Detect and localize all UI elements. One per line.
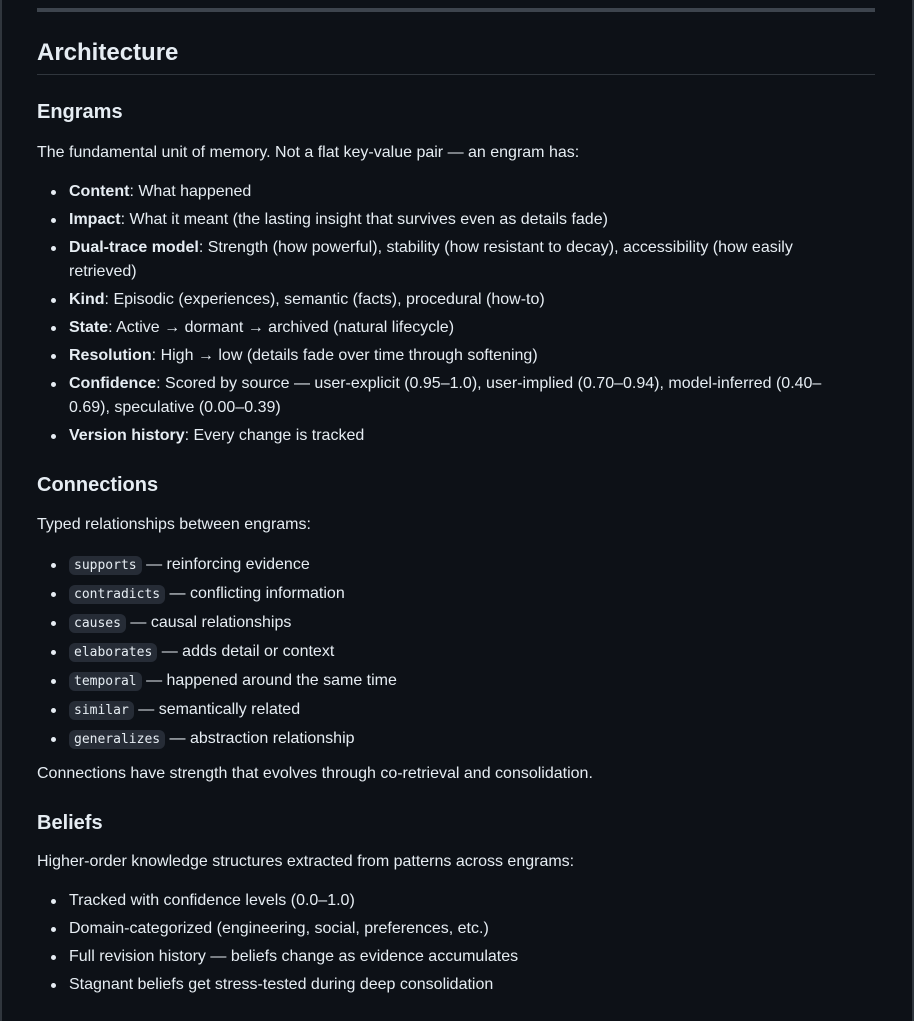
item-term: Impact — [69, 211, 121, 228]
item-desc: : Every change is tracked — [184, 427, 365, 444]
heading-engrams: Engrams — [37, 101, 123, 123]
item-term: Resolution — [69, 347, 152, 364]
list-item: Tracked with confidence levels (0.0–1.0) — [37, 889, 837, 913]
item-desc: — reinforcing evidence — [141, 556, 310, 573]
item-desc: : What happened — [129, 183, 252, 200]
connections-intro: Typed relationships between engrams: — [37, 516, 311, 533]
beliefs-intro: Higher-order knowledge structures extracted from patterns across engrams: — [37, 853, 575, 870]
list-item — [37, 424, 837, 448]
connections-outro: Connections have strength that evolves through co-retrieval and consolidation. — [37, 765, 593, 782]
left-border — [0, 0, 2, 1021]
item-desc: — causal relationships — [125, 614, 292, 631]
item-desc: — semantically related — [133, 701, 301, 718]
beliefs-list — [37, 889, 837, 1001]
list-item — [37, 180, 837, 204]
item-term: Version history — [69, 427, 185, 444]
item-desc: — abstraction relationship — [165, 730, 355, 747]
item-desc: — adds detail or context — [157, 643, 335, 660]
item-desc: — conflicting information — [165, 585, 345, 602]
item-desc: — happened around the same time — [141, 672, 397, 689]
list-item: Domain-categorized (engineering, social, preferences, etc.) — [37, 917, 837, 941]
item-desc: : Strength (how powerful), stability (how resistant to decay), accessibility (how easily retrieved) — [69, 239, 793, 280]
item-term: Kind — [69, 291, 105, 308]
list-item — [37, 208, 837, 232]
list-item — [37, 316, 837, 340]
relation-code: temporal — [69, 672, 142, 691]
list-item — [37, 582, 837, 607]
list-item — [37, 698, 837, 723]
list-item — [37, 372, 837, 420]
list-item — [37, 640, 837, 665]
relation-code: similar — [69, 701, 134, 720]
top-divider — [37, 8, 875, 12]
relation-code: supports — [69, 556, 142, 575]
heading-divider — [37, 74, 875, 75]
item-desc: : Scored by source — user-explicit (0.95–1.0), user-implied (0.70–0.94), model-inferred (0.40–0.69), speculative (0.00–0.39) — [69, 375, 822, 416]
relation-code: causes — [69, 614, 126, 633]
heading-connections: Connections — [37, 474, 159, 496]
connections-list — [37, 553, 837, 756]
relation-code: contradicts — [69, 585, 165, 604]
item-term: Dual-trace model — [69, 239, 199, 256]
heading-beliefs: Beliefs — [37, 812, 103, 834]
engrams-list — [37, 180, 837, 452]
list-item: Full revision history — beliefs change as evidence accumulates — [37, 945, 837, 969]
item-desc: : Active → dormant → archived (natural lifecycle) — [108, 319, 455, 336]
list-item — [37, 611, 837, 636]
list-item — [37, 553, 837, 578]
list-item — [37, 288, 837, 312]
engrams-intro: The fundamental unit of memory. Not a flat key-value pair — an engram has: — [37, 144, 580, 161]
item-term: Content — [69, 183, 130, 200]
list-item — [37, 236, 837, 284]
item-desc: : Episodic (experiences), semantic (facts), procedural (how-to) — [104, 291, 545, 308]
item-desc: : High → low (details fade over time through softening) — [151, 347, 538, 364]
heading-architecture: Architecture — [37, 39, 179, 66]
item-desc: : What it meant (the lasting insight that survives even as details fade) — [120, 211, 608, 228]
relation-code: generalizes — [69, 730, 165, 749]
list-item: Stagnant beliefs get stress-tested during deep consolidation — [37, 973, 837, 997]
list-item — [37, 727, 837, 752]
list-item — [37, 344, 837, 368]
item-term: Confidence — [69, 375, 157, 392]
list-item — [37, 669, 837, 694]
relation-code: elaborates — [69, 643, 157, 662]
item-term: State — [69, 319, 109, 336]
